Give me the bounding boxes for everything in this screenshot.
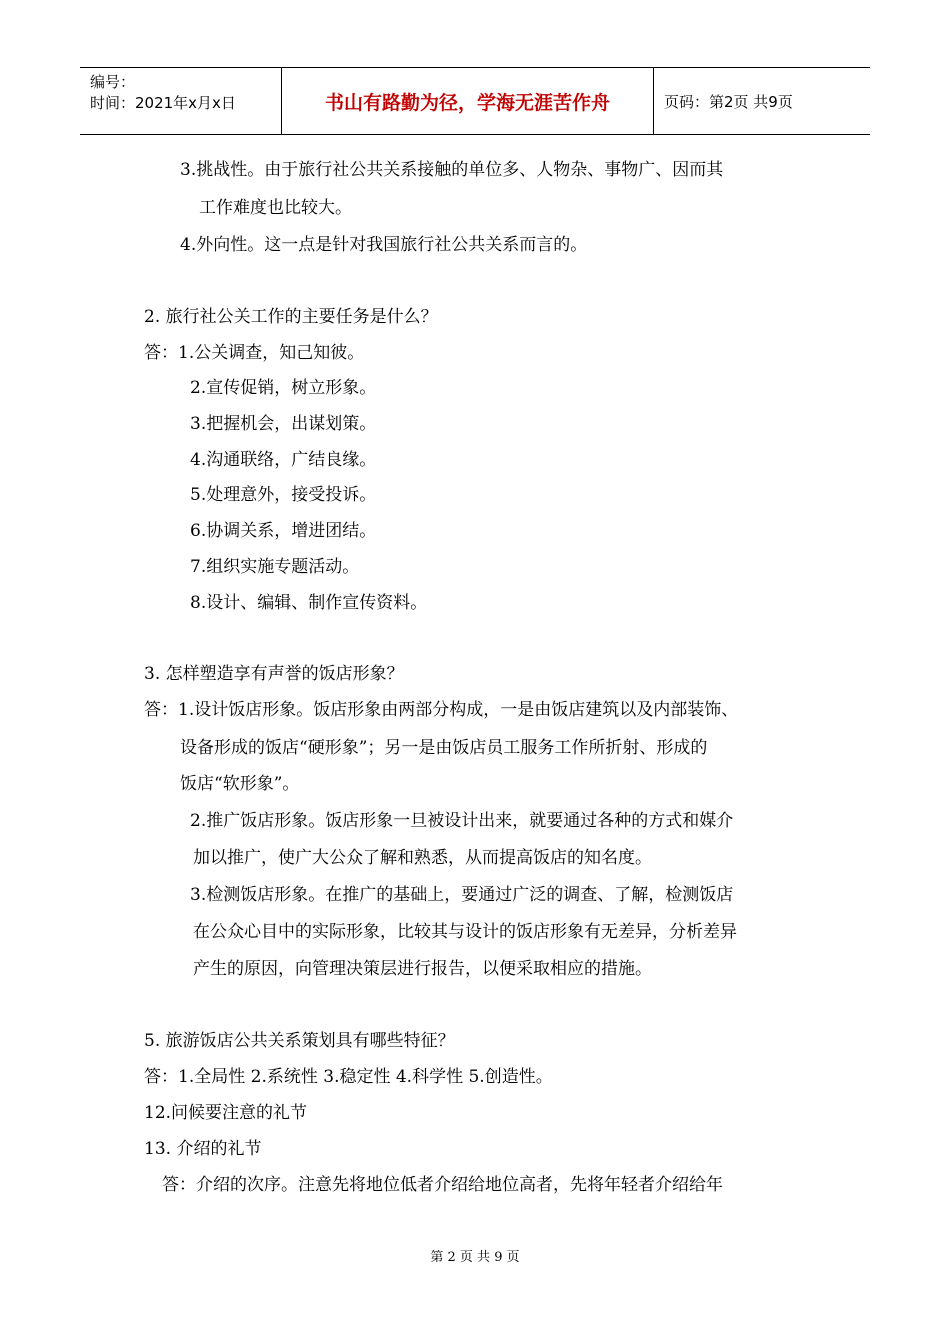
question-heading: 13. 介绍的礼节 — [144, 1139, 262, 1159]
text-line: 2.推广饭店形象。饭店形象一旦被设计出来，就要通过各种的方式和媒介 — [190, 811, 734, 831]
text-line: 在公众心目中的实际形象，比较其与设计的饭店形象有无差异，分析差异 — [193, 922, 737, 942]
list-item: 5.处理意外，接受投诉。 — [190, 485, 377, 505]
text-line: 加以推广，使广大公众了解和熟悉，从而提高饭店的知名度。 — [193, 848, 652, 868]
page-header — [80, 67, 870, 135]
text-line: 答：1.公关调查，知己知彼。 — [144, 343, 365, 363]
text-line: 产生的原因，向管理决策层进行报告，以便采取相应的措施。 — [193, 959, 652, 979]
question-heading: 3. 怎样塑造享有声誉的饭店形象？ — [144, 664, 404, 684]
text-line: 设备形成的饭店“硬形象”；另一是由饭店员工服务工作所折射、形成的 — [180, 738, 708, 758]
text-line: 3.挑战性。由于旅行社公共关系接触的单位多、人物杂、事物广、因而其 — [180, 160, 724, 180]
list-item: 6.协调关系，增进团结。 — [190, 521, 377, 541]
number-label: 编号： — [90, 73, 136, 91]
text-line: 3.检测饭店形象。在推广的基础上，要通过广泛的调查、了解，检测饭店 — [190, 885, 734, 905]
text-line: 饭店“软形象”。 — [180, 774, 300, 794]
list-item: 4.沟通联络，广结良缘。 — [190, 450, 377, 470]
header-meta — [80, 68, 282, 134]
list-item: 2.宣传促销，树立形象。 — [190, 378, 377, 398]
question-heading: 2. 旅行社公关工作的主要任务是什么？ — [144, 307, 438, 327]
text-line: 答：介绍的次序。注意先将地位低者介绍给地位高者，先将年轻者介绍给年 — [162, 1175, 723, 1195]
page-footer: 第 2 页 共 9 页 — [430, 1250, 520, 1265]
list-item: 7.组织实施专题活动。 — [190, 557, 360, 577]
text-line: 答：1.设计饭店形象。饭店形象由两部分构成，一是由饭店建筑以及内部装饰、 — [144, 700, 739, 720]
header-motto: 书山有路勤为径，学海无涯苦作舟 — [282, 68, 654, 134]
text-line: 答：1.全局性 2.系统性 3.稳定性 4.科学性 5.创造性。 — [144, 1067, 553, 1087]
header-page-info: 页码：第2页 共9页 — [664, 92, 793, 111]
text-line: 4.外向性。这一点是针对我国旅行社公共关系而言的。 — [180, 235, 588, 255]
question-heading: 12.问候要注意的礼节 — [144, 1103, 308, 1123]
time-label: 时间：2021年x月x日 — [90, 94, 236, 112]
list-item: 8.设计、编辑、制作宣传资料。 — [190, 593, 428, 613]
text-line: 工作难度也比较大。 — [199, 198, 352, 218]
list-item: 3.把握机会，出谋划策。 — [190, 414, 377, 434]
question-heading: 5. 旅游饭店公共关系策划具有哪些特征？ — [144, 1031, 455, 1051]
